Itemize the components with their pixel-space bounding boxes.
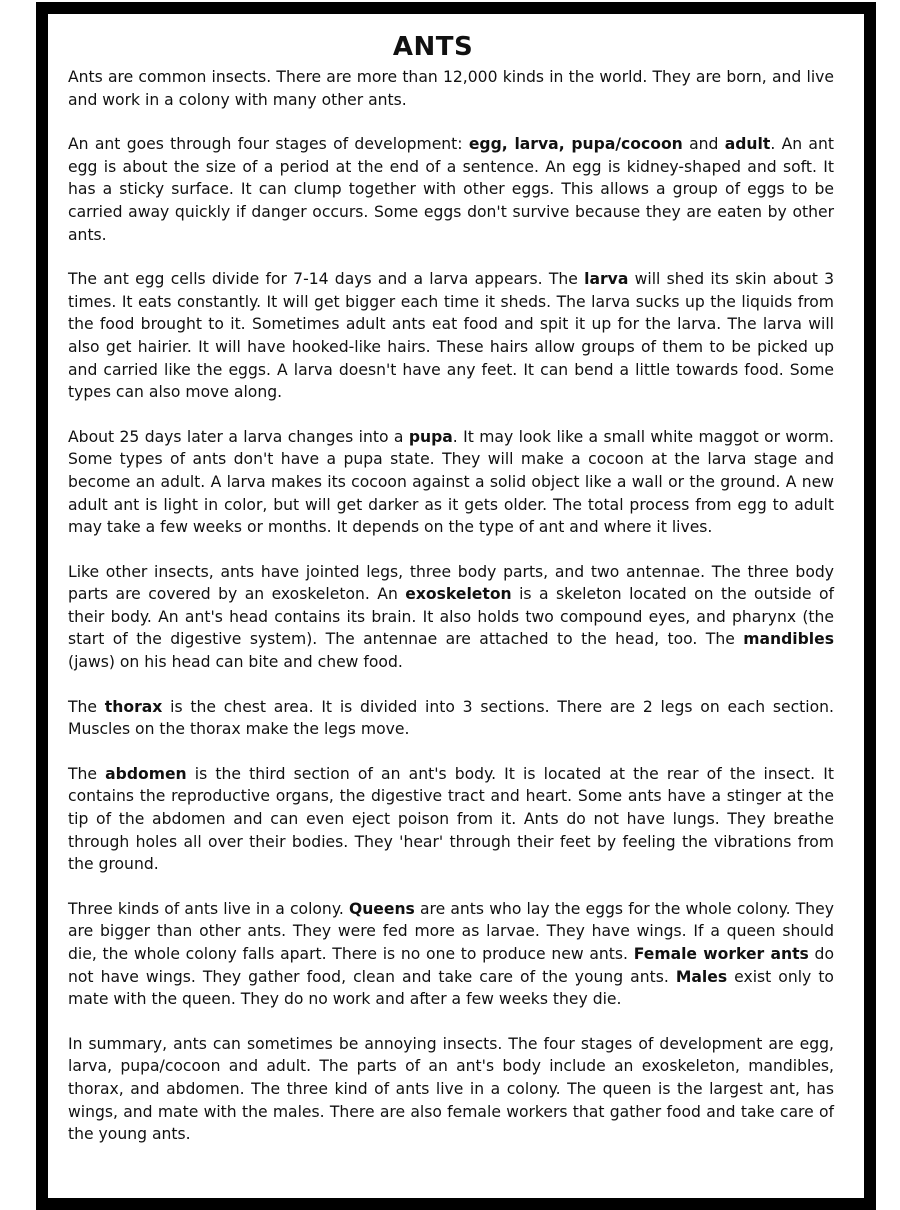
paragraph (68, 763, 834, 876)
paragraph (68, 133, 834, 246)
text-run: The ant egg cells divide for 7-14 days and a larva appears. The (68, 270, 585, 289)
text-run: is the third section of an ant's body. It is located at the rear of the insect. It contains the reproductive organs, the digestive tract and heart. Some ants have a stinger at the tip of the abdomen and can even eject poison from it. Ants do not have lungs. They breathe through holes all over their bodies. They 'hear' through their feet by feeling the vibrations from the ground. (68, 764, 834, 874)
text-run: will shed its skin about 3 times. It eats constantly. It will get bigger each time it sheds. The larva sucks up the liquids from the food brought to it. Sometimes adult ants eat food and spit it up for the larva. The larva will also get hairier. It will have hooked-like hairs. These hairs allow groups of them to be picked up and carried like the eggs. A larva doesn't have any feet. It can bend a little towards food. Some types can also move along. (68, 270, 834, 402)
bold-term: pupa (408, 427, 453, 446)
paragraph (68, 696, 834, 741)
text-run: do not have wings. They gather food, clean and take care of the young ants. (68, 945, 834, 986)
bold-term: mandibles (743, 630, 834, 649)
bold-term: Males (675, 967, 728, 986)
bold-term: Queens (348, 899, 415, 918)
article-body (68, 32, 834, 1168)
bold-term: egg, larva, pupa/cocoon (468, 135, 683, 154)
bold-term: larva (584, 270, 629, 289)
bold-term: abdomen (105, 764, 187, 783)
text-run: Like other insects, ants have jointed legs, three body parts, and two antennae. The three body parts are covered by an exoskeleton. An (68, 562, 834, 604)
text-run: An ant goes through four stages of development: (68, 135, 469, 154)
text-run: The (68, 697, 105, 716)
text-run: (jaws) on his head can bite and chew food. (68, 653, 403, 672)
page-title: ANTS (392, 32, 474, 62)
paragraph (68, 268, 834, 404)
worksheet-page (36, 2, 876, 1210)
paragraph (68, 66, 834, 111)
text-run: About 25 days later a larva changes into a (68, 427, 409, 446)
paragraph (68, 1033, 834, 1146)
text-run: Ants are common insects. There are more than 12,000 kinds in the world. They are born, and live and work in a colony with many other ants. (68, 68, 834, 109)
text-run: . An ant egg is about the size of a period at the end of a sentence. An egg is kidney-shaped and soft. It has a sticky surface. It can clump together with other eggs. This allows a group of eggs to be carried away quickly if danger occurs. Some eggs don't survive because they are eaten by other ants. (68, 135, 834, 244)
text-run: . It may look like a small white maggot or worm. Some types of ants don't have a pupa state. They will make a cocoon at the larva stage and become an adult. A larva makes its cocoon against a solid object like a wall or the ground. A new adult ant is light in color, but will get darker as it gets older. The total process from egg to adult may take a few weeks or months. It depends on the type of ant and where it lives. (68, 427, 834, 537)
text-run: are ants who lay the eggs for the whole colony. They are bigger than other ants. They were fed more as larvae. They have wings. If a queen should die, the whole colony falls apart. There is no one to produce new ants. (68, 899, 834, 963)
bold-term: adult (724, 135, 771, 154)
text-run: In summary, ants can sometimes be annoying insects. The four stages of development are egg, larva, pupa/cocoon and adult. The parts of an ant's body include an exoskeleton, mandibles, thorax, and abdomen. The three kind of ants live in a colony. The queen is the largest ant, has wings, and mate with the males. There are also female workers that gather food and take care of the young ants. (68, 1034, 834, 1144)
bold-term: Female worker ants (633, 945, 809, 963)
bold-term: thorax (104, 697, 163, 716)
paragraph-list (68, 66, 834, 1146)
text-run: exist only to mate with the queen. They do no work and after a few weeks they die. (68, 967, 834, 1009)
text-run: is the chest area. It is divided into 3 sections. There are 2 legs on each section. Muscles on the thorax make the legs move. (68, 697, 834, 739)
paragraph (68, 898, 834, 1011)
paragraph (68, 426, 834, 539)
paragraph (68, 561, 834, 674)
text-run: The (68, 764, 106, 783)
text-run: and (682, 135, 725, 154)
text-run: is a skeleton located on the outside of their body. An ant's head contains its brain. It also holds two compound eyes, and pharynx (the start of the digestive system). The antennae are attached to the head, too. The (68, 585, 835, 649)
bold-term: exoskeleton (405, 585, 512, 604)
text-run: Three kinds of ants live in a colony. (68, 899, 349, 918)
